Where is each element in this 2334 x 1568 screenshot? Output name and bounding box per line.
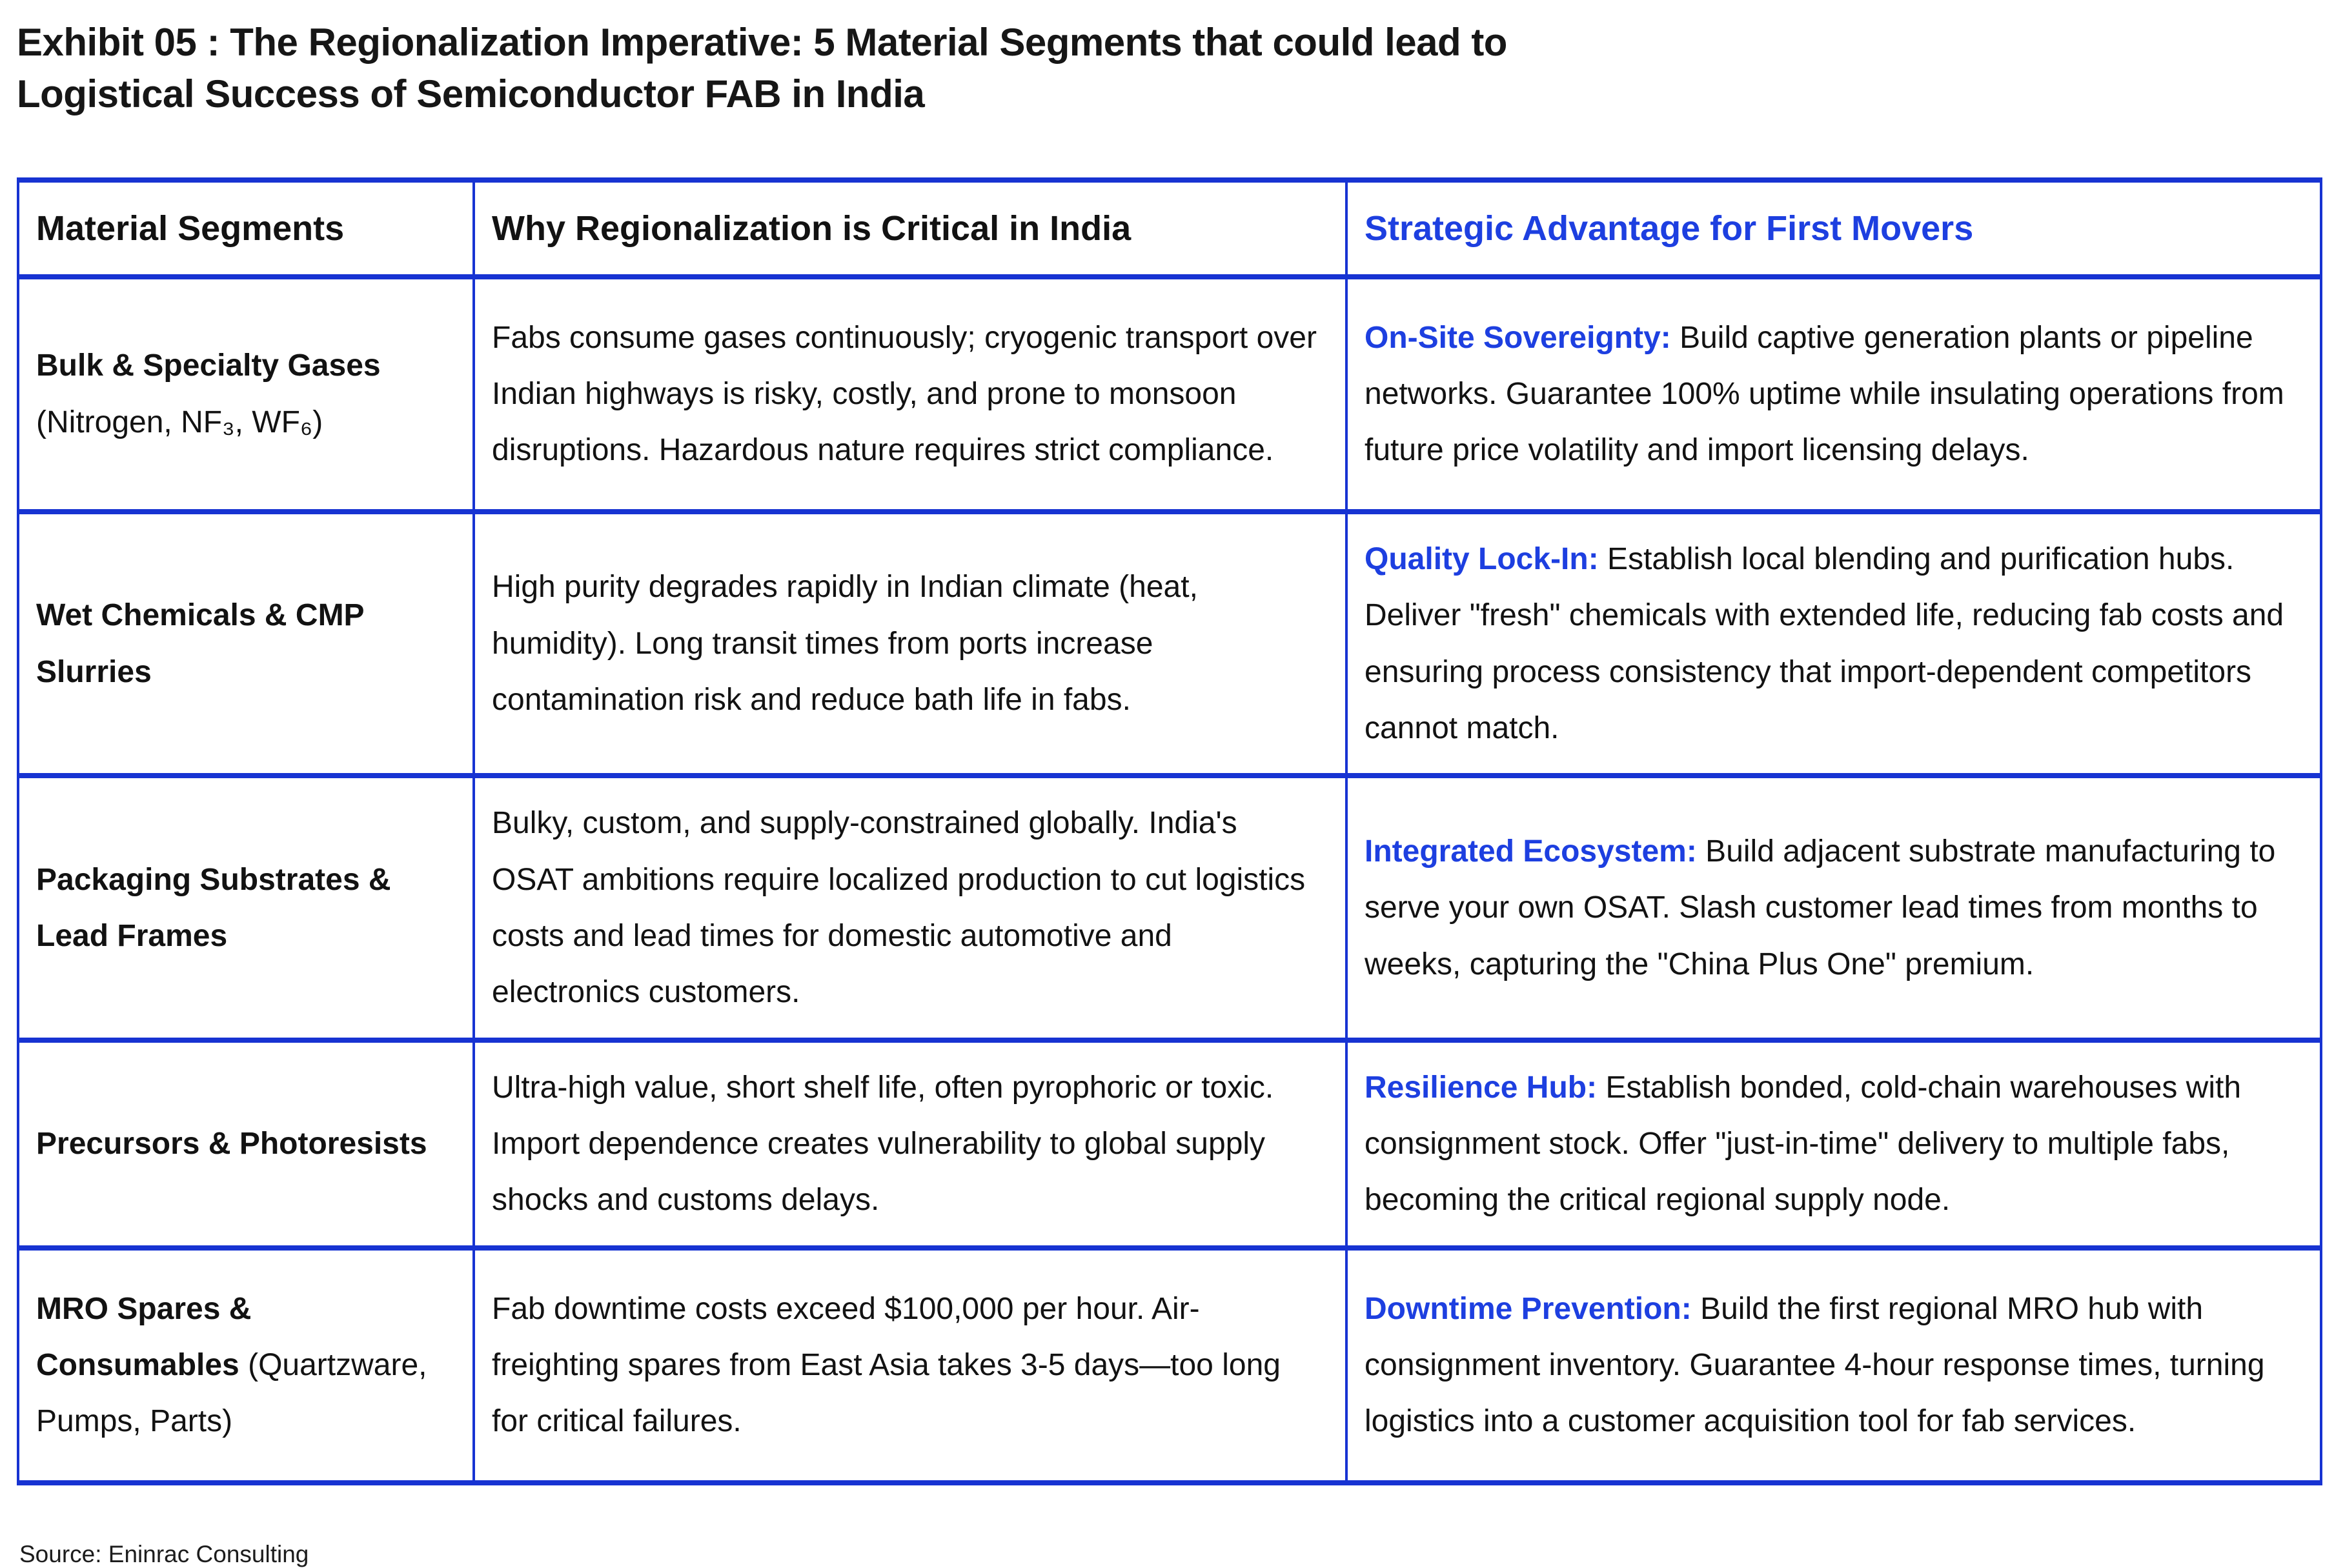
why-cell: High purity degrades rapidly in Indian climate (heat, humidity). Long transit times from ports increase contamination risk and reduce bath life in fabs.	[474, 512, 1346, 776]
why-cell: Bulky, custom, and supply-constrained globally. India's OSAT ambitions require localized production to cut logistics costs and lead times for domestic automotive and electronics customers.	[474, 776, 1346, 1040]
header-row	[18, 180, 2321, 277]
advantage-lead: Quality Lock-In:	[1365, 541, 1599, 576]
advantage-text: Build adjacent substrate manufacturing to serve your own OSAT. Slash customer lead times from months to weeks, capturing the "China Plus One" premium.	[1365, 834, 2276, 981]
segment-note: (Nitrogen, NF₃, WF₆)	[36, 405, 323, 439]
header-why-regionalization: Why Regionalization is Critical in India	[474, 180, 1346, 277]
source-note: Source: Eninrac Consulting	[19, 1540, 309, 1567]
advantage-lead: Integrated Ecosystem:	[1365, 834, 1697, 869]
segment-name: MRO Spares & Consumables	[36, 1291, 252, 1383]
advantage-cell	[1346, 277, 2321, 512]
segment-cell	[18, 1248, 474, 1483]
segment-cell	[18, 277, 474, 512]
segment-cell	[18, 512, 474, 776]
advantage-text: Build the first regional MRO hub with consignment inventory. Guarantee 4-hour response times, turning logistics into a customer acquisition tool for fab services.	[1365, 1291, 2265, 1439]
table-row	[18, 1040, 2321, 1248]
segment-note: (Quartzware, Pumps, Parts)	[36, 1348, 427, 1439]
table-body	[18, 277, 2321, 1483]
segment-name: Precursors & Photoresists	[36, 1127, 427, 1161]
advantage-lead: Downtime Prevention:	[1365, 1291, 1692, 1326]
why-cell: Fab downtime costs exceed $100,000 per hour. Air-freighting spares from East Asia takes 3-5 days—too long for critical failures.	[474, 1248, 1346, 1483]
advantage-text: Establish bonded, cold-chain warehouses with consignment stock. Offer "just-in-time" delivery to multiple fabs, becoming the critical regional supply node.	[1365, 1070, 2242, 1218]
segment-name: Packaging Substrates & Lead Frames	[36, 862, 391, 953]
advantage-cell	[1346, 512, 2321, 776]
advantage-cell	[1346, 776, 2321, 1040]
segment-name: Bulk & Specialty Gases	[36, 348, 381, 383]
table-row	[18, 277, 2321, 512]
why-cell: Ultra-high value, short shelf life, often pyrophoric or toxic. Import dependence creates vulnerability to global supply shocks and customs delays.	[474, 1040, 1346, 1248]
header-material-segments: Material Segments	[18, 180, 474, 277]
advantage-cell	[1346, 1248, 2321, 1483]
segment-name: Wet Chemicals & CMP Slurries	[36, 598, 364, 689]
advantage-lead: Resilience Hub:	[1365, 1070, 1598, 1105]
exhibit-table	[17, 177, 2322, 1485]
page-title-line1: Exhibit 05 : The Regionalization Imperative: 5 Material Segments that could lead to	[17, 21, 1507, 64]
advantage-text: Establish local blending and purification hubs. Deliver "fresh" chemicals with extended life, reducing fab costs and ensuring process consistency that import-dependent competitors cannot match.	[1365, 541, 2284, 745]
table-row	[18, 1248, 2321, 1483]
advantage-lead: On-Site Sovereignty:	[1365, 320, 1671, 355]
why-cell: Fabs consume gases continuously; cryogenic transport over Indian highways is risky, costly, and prone to monsoon disruptions. Hazardous nature requires strict compliance.	[474, 277, 1346, 512]
page-title	[17, 17, 1953, 121]
table-row	[18, 512, 2321, 776]
segment-cell	[18, 1040, 474, 1248]
advantage-cell	[1346, 1040, 2321, 1248]
table-header	[18, 180, 2321, 277]
table-row	[18, 776, 2321, 1040]
page-title-line2: Logistical Success of Semiconductor FAB in India	[17, 72, 925, 116]
advantage-text: Build captive generation plants or pipeline networks. Guarantee 100% uptime while insulating operations from future price volatility and import licensing delays.	[1365, 320, 2284, 468]
segment-cell	[18, 776, 474, 1040]
header-strategic-advantage: Strategic Advantage for First Movers	[1346, 180, 2321, 277]
